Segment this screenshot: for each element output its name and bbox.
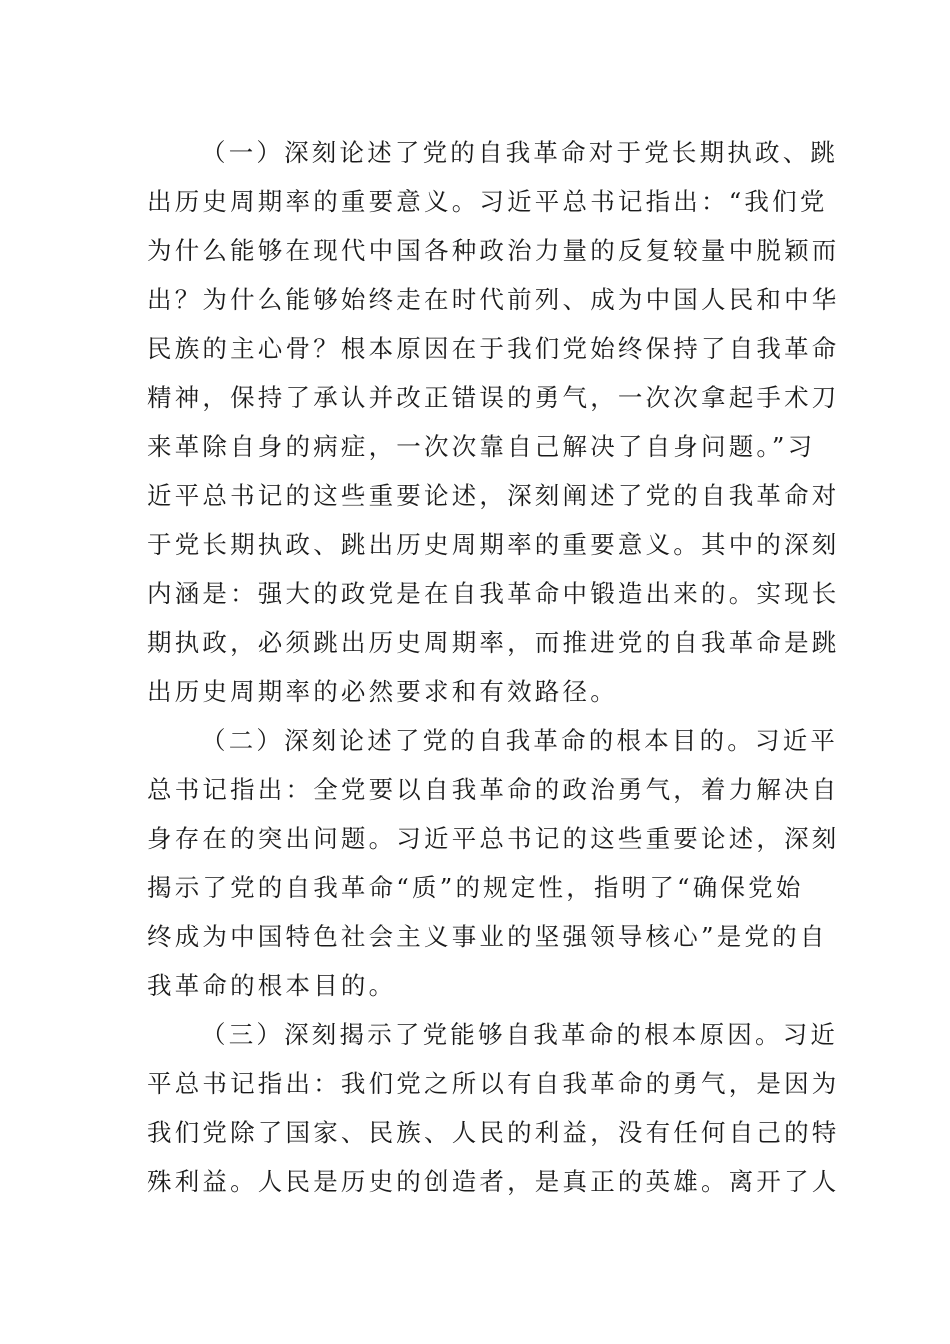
paragraph-line: 精神，保持了承认并改正错误的勇气，一次次拿起手术刀	[147, 383, 840, 412]
paragraph-line: 平总书记指出：我们党之所以有自我革命的勇气，是因为	[147, 1069, 840, 1098]
paragraph-2	[147, 716, 840, 1010]
paragraph-line: （二）深刻论述了党的自我革命的根本目的。习近平	[201, 726, 839, 755]
paragraph-3	[147, 1010, 840, 1206]
paragraph-line: 终成为中国特色社会主义事业的坚强领导核心”是党的自	[147, 922, 828, 951]
paragraph-line: 我们党除了国家、民族、人民的利益，没有任何自己的特	[147, 1118, 840, 1147]
paragraph-line: 出历史周期率的必然要求和有效路径。	[147, 677, 618, 706]
paragraph-line: 身存在的突出问题。习近平总书记的这些重要论述，深刻	[147, 824, 840, 853]
paragraph-line: 内涵是：强大的政党是在自我革命中锻造出来的。实现长	[147, 579, 840, 608]
paragraph-line: 期执政，必须跳出历史周期率，而推进党的自我革命是跳	[147, 628, 840, 657]
paragraph-line: 出？为什么能够始终走在时代前列、成为中国人民和中华	[147, 285, 840, 314]
paragraph-line: 总书记指出：全党要以自我革命的政治勇气，着力解决自	[147, 775, 840, 804]
paragraph-line: 殊利益。人民是历史的创造者，是真正的英雄。离开了人	[147, 1167, 840, 1196]
paragraph-line: 为什么能够在现代中国各种政治力量的反复较量中脱颖而	[147, 236, 840, 265]
paragraph-line: 来革除自身的病症，一次次靠自己解决了自身问题。”习	[147, 432, 816, 461]
paragraph-line: （三）深刻揭示了党能够自我革命的根本原因。习近	[201, 1020, 839, 1049]
paragraph-line: 揭示了党的自我革命“质”的规定性，指明了“确保党始	[147, 873, 804, 902]
paragraph-line: 出历史周期率的重要意义。习近平总书记指出：“我们党	[147, 187, 828, 216]
paragraph-line: 民族的主心骨？根本原因在于我们党始终保持了自我革命	[147, 334, 840, 363]
paragraph-line: （一）深刻论述了党的自我革命对于党长期执政、跳	[201, 138, 839, 167]
paragraph-1	[147, 128, 840, 716]
paragraph-line: 我革命的根本目的。	[147, 971, 397, 1000]
body-text	[147, 128, 840, 1206]
paragraph-line: 于党长期执政、跳出历史周期率的重要意义。其中的深刻	[147, 530, 840, 559]
paragraph-line: 近平总书记的这些重要论述，深刻阐述了党的自我革命对	[147, 481, 840, 510]
